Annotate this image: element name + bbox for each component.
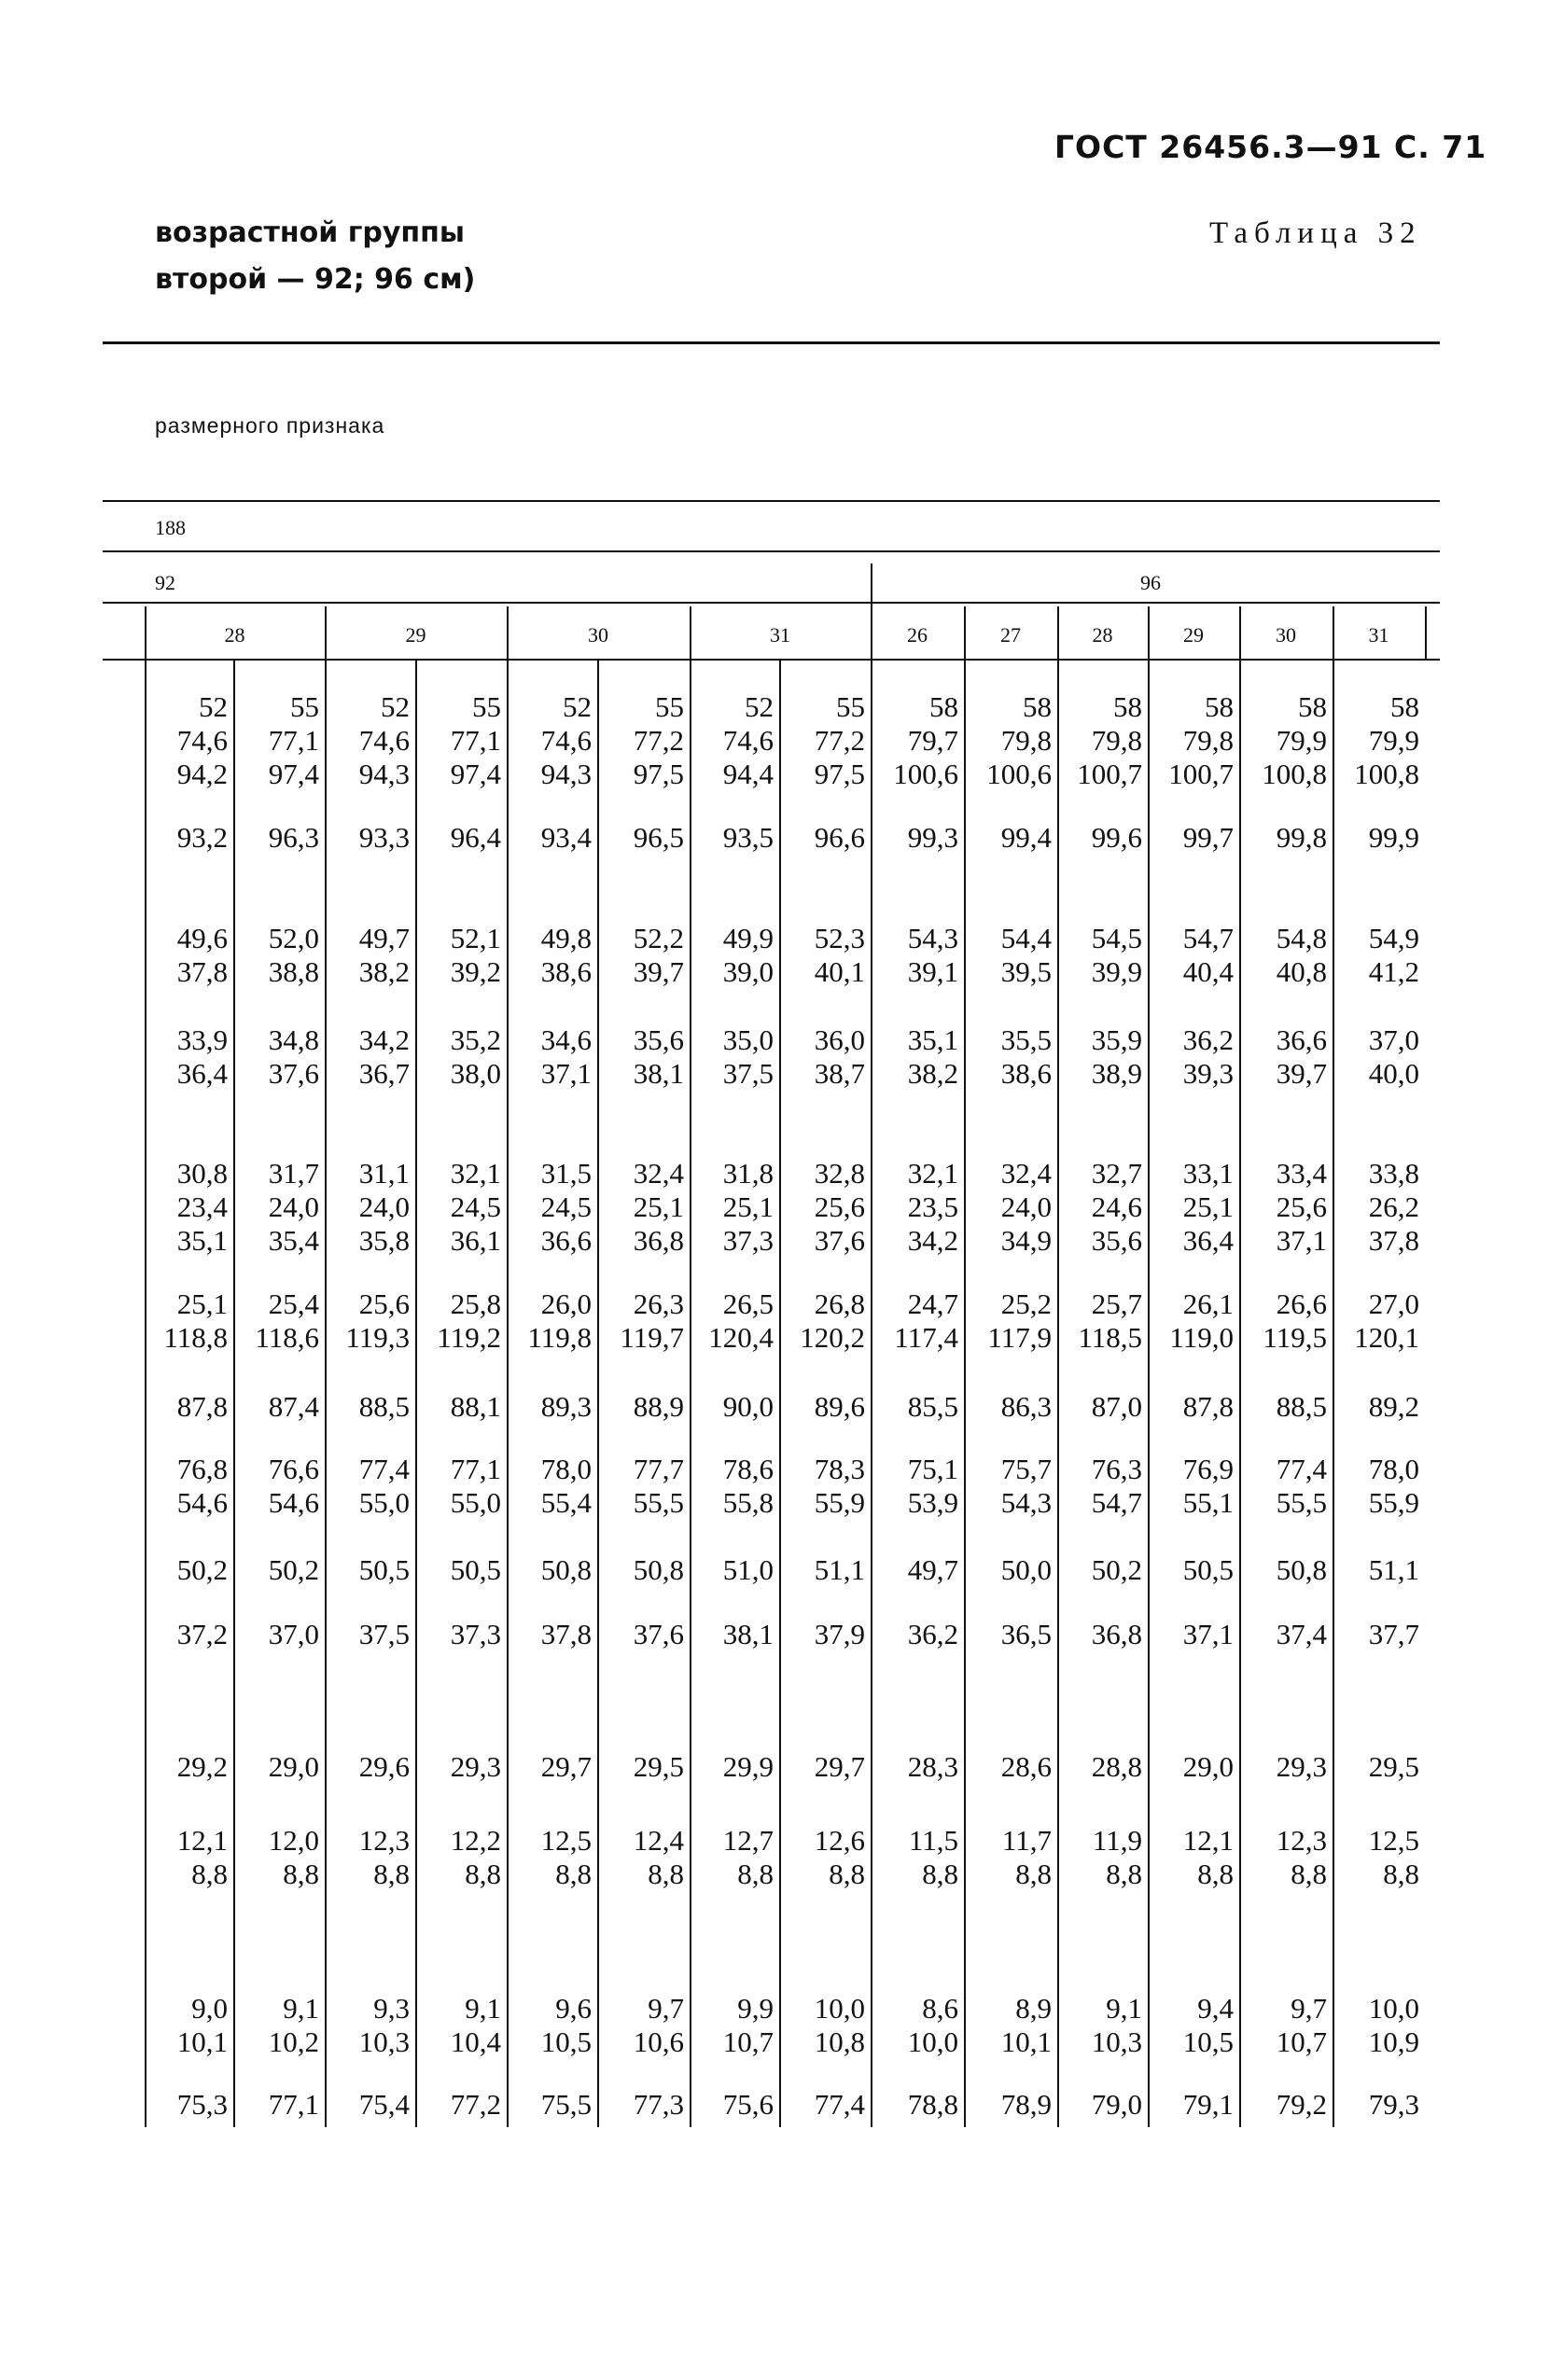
table-cell: 93,2: [176, 821, 228, 854]
table-cell: 49,7: [907, 1553, 958, 1586]
column-header: 27: [1000, 623, 1021, 647]
table-cell: 9,1 10,2: [268, 1992, 319, 2058]
table-cell: 87,8: [176, 1390, 228, 1423]
table-cell: 79,2: [1276, 2088, 1327, 2121]
table-cell: 50,5: [1182, 1553, 1234, 1586]
table-cell: 25,8 119,2: [437, 1287, 501, 1354]
table-cell: 37,6: [633, 1618, 684, 1650]
table-cell: 34,2 36,7: [358, 1023, 410, 1090]
table-cell: 29,7: [814, 1750, 865, 1783]
table-cell: 12,6 8,8: [814, 1824, 865, 1890]
table-cell: 75,4: [358, 2088, 410, 2121]
standard-header: ГОСТ 26456.3—91 С. 71: [1054, 129, 1487, 165]
table-cell: 37,2: [176, 1618, 228, 1650]
table-cell: 26,1 119,0: [1169, 1287, 1234, 1354]
table-cell: 51,0: [722, 1553, 774, 1586]
table-cell: 25,6 119,3: [345, 1287, 410, 1354]
table-cell: 78,0 55,9: [1368, 1453, 1419, 1519]
table-cell: 52,3 40,1: [814, 922, 865, 988]
table-cell: 58 79,9 100,8: [1262, 690, 1327, 790]
table-cell: 75,6: [722, 2088, 774, 2121]
table-cell: 28,8: [1091, 1750, 1142, 1783]
header-divider: [1239, 606, 1241, 659]
table-cell: 30,8 23,4 35,1: [176, 1157, 228, 1257]
table-cell: 35,6 38,1: [633, 1023, 684, 1090]
table-cell: 51,1: [814, 1553, 865, 1586]
table-cell: 88,5: [1276, 1390, 1327, 1423]
table-cell: 78,6 55,8: [722, 1453, 774, 1519]
table-cell: 35,0 37,5: [722, 1023, 774, 1090]
table-cell: 52,2 39,7: [633, 922, 684, 988]
table-cell: 32,4 24,0 34,9: [1000, 1157, 1052, 1257]
table-cell: 50,5: [450, 1553, 501, 1586]
table-cell: 52 74,6 94,4: [722, 690, 774, 790]
table-cell: 55 77,2 97,5: [814, 690, 865, 790]
table-cell: 26,6 119,5: [1263, 1287, 1327, 1354]
table-cell: 77,3: [633, 2088, 684, 2121]
table-cell: 77,4 55,0: [358, 1453, 410, 1519]
table-cell: 79,3: [1368, 2088, 1419, 2121]
table-cell: 33,4 25,6 37,1: [1276, 1157, 1327, 1257]
table-cell: 32,1 23,5 34,2: [907, 1157, 958, 1257]
table-cell: 36,8: [1091, 1618, 1142, 1650]
header-divider: [964, 606, 966, 659]
table-cell: 79,1: [1182, 2088, 1234, 2121]
table-cell: 89,3: [540, 1390, 592, 1423]
table-cell: 8,9 10,1: [1000, 1992, 1052, 2058]
table-cell: 12,7 8,8: [722, 1824, 774, 1890]
table-cell: 50,2: [268, 1553, 319, 1586]
table-cell: 87,0: [1091, 1390, 1142, 1423]
table-cell: 24,7 117,4: [894, 1287, 958, 1354]
table-cell: 36,2 39,3: [1182, 1023, 1234, 1090]
dimension-label: размерного признака: [155, 413, 385, 438]
table-cell: 76,9 55,1: [1182, 1453, 1234, 1519]
table-cell: 78,9: [1000, 2088, 1052, 2121]
table-cell: 29,0: [1182, 1750, 1234, 1783]
table-cell: 36,2: [907, 1618, 958, 1650]
column-header: 28: [1092, 623, 1113, 647]
table-cell: 34,8 37,6: [268, 1023, 319, 1090]
table-cell: 26,5 120,4: [708, 1287, 774, 1354]
table-cell: 27,0 120,1: [1354, 1287, 1419, 1354]
table-cell: 58 79,8 100,7: [1168, 690, 1234, 790]
table-cell: 54,4 39,5: [1000, 922, 1052, 988]
table-cell: 50,0: [1000, 1553, 1052, 1586]
table-cell: 12,1 8,8: [176, 1824, 228, 1890]
table-cell: 78,0 55,4: [540, 1453, 592, 1519]
table-rule: [103, 500, 1440, 502]
column-header: 31: [770, 623, 790, 647]
table-cell: 32,1 24,5 36,1: [450, 1157, 501, 1257]
table-cell: 9,6 10,5: [540, 1992, 592, 2058]
table-cell: 55 77,1 97,4: [268, 690, 319, 790]
table-cell: 49,8 38,6: [540, 922, 592, 988]
column-header: 30: [588, 623, 608, 647]
height-value: 188: [155, 516, 186, 539]
table-cell: 99,9: [1368, 821, 1419, 854]
table-cell: 99,8: [1276, 821, 1327, 854]
table-label: Таблица 32: [1209, 216, 1422, 250]
table-cell: 35,5 38,6: [1000, 1023, 1052, 1090]
table-cell: 29,9: [722, 1750, 774, 1783]
table-cell: 29,6: [358, 1750, 410, 1783]
header-divider: [1148, 606, 1150, 659]
table-cell: 76,3 54,7: [1091, 1453, 1142, 1519]
header-divider: [871, 606, 872, 659]
table-cell: 49,7 38,2: [358, 922, 410, 988]
table-cell: 8,6 10,0: [907, 1992, 958, 2058]
table-cell: 93,5: [722, 821, 774, 854]
table-cell: 9,3 10,3: [358, 1992, 410, 2058]
table-cell: 96,4: [450, 821, 501, 854]
table-cell: 31,8 25,1 37,3: [722, 1157, 774, 1257]
table-cell: 29,5: [1368, 1750, 1419, 1783]
table-cell: 25,2 117,9: [987, 1287, 1052, 1354]
table-cell: 9,7 10,6: [633, 1992, 684, 2058]
table-cell: 54,9 41,2: [1368, 922, 1419, 988]
table-cell: 25,1 118,8: [163, 1287, 228, 1354]
table-cell: 33,1 25,1 36,4: [1182, 1157, 1234, 1257]
table-cell: 50,8: [1276, 1553, 1327, 1586]
table-cell: 50,5: [358, 1553, 410, 1586]
table-cell: 58 79,9 100,8: [1354, 690, 1419, 790]
table-cell: 77,2: [450, 2088, 501, 2121]
table-cell: 77,7 55,5: [633, 1453, 684, 1519]
table-cell: 38,1: [722, 1618, 774, 1650]
table-cell: 58 79,8 100,6: [986, 690, 1052, 790]
table-cell: 89,2: [1368, 1390, 1419, 1423]
column-header: 29: [1183, 623, 1204, 647]
table-cell: 12,3 8,8: [1276, 1824, 1327, 1890]
table-cell: 35,9 38,9: [1091, 1023, 1142, 1090]
table-cell: 54,3 39,1: [907, 922, 958, 988]
table-cell: 54,7 40,4: [1182, 922, 1234, 988]
table-cell: 9,0 10,1: [176, 1992, 228, 2058]
table-cell: 36,0 38,7: [814, 1023, 865, 1090]
table-cell: 32,4 25,1 36,8: [633, 1157, 684, 1257]
table-cell: 99,3: [907, 821, 958, 854]
table-cell: 29,0: [268, 1750, 319, 1783]
table-cell: 96,3: [268, 821, 319, 854]
table-cell: 9,7 10,7: [1276, 1992, 1327, 2058]
table-cell: 26,3 119,7: [620, 1287, 684, 1354]
table-cell: 55 77,1 97,4: [450, 690, 501, 790]
table-cell: 31,7 24,0 35,4: [268, 1157, 319, 1257]
table-cell: 78,8: [907, 2088, 958, 2121]
table-cell: 37,1: [1182, 1618, 1234, 1650]
table-cell: 58 79,7 100,6: [893, 690, 958, 790]
table-cell: 52 74,6 94,3: [540, 690, 592, 790]
table-cell: 75,1 53,9: [907, 1453, 958, 1519]
table-cell: 52,1 39,2: [450, 922, 501, 988]
table-cell: 11,5 8,8: [908, 1824, 958, 1890]
table-cell: 99,4: [1000, 821, 1052, 854]
table-cell: 35,1 38,2: [907, 1023, 958, 1090]
table-cell: 29,2: [176, 1750, 228, 1783]
header-divider: [507, 606, 509, 659]
table-cell: 75,5: [540, 2088, 592, 2121]
table-cell: 12,5 8,8: [540, 1824, 592, 1890]
table-cell: 28,3: [907, 1750, 958, 1783]
table-cell: 52 74,6 94,2: [176, 690, 228, 790]
table-cell: 90,0: [722, 1390, 774, 1423]
table-cell: 9,4 10,5: [1182, 1992, 1234, 2058]
table-cell: 50,2: [1091, 1553, 1142, 1586]
table-cell: 77,1: [268, 2088, 319, 2121]
table-cell: 50,8: [540, 1553, 592, 1586]
table-cell: 99,7: [1182, 821, 1234, 854]
table-cell: 31,5 24,5 36,6: [540, 1157, 592, 1257]
table-cell: 93,4: [540, 821, 592, 854]
table-cell: 25,4 118,6: [255, 1287, 319, 1354]
column-header: 31: [1368, 623, 1389, 647]
table-cell: 35,2 38,0: [450, 1023, 501, 1090]
table-cell: 33,9 36,4: [176, 1023, 228, 1090]
table-cell: 37,0 40,0: [1368, 1023, 1419, 1090]
table-cell: 25,7 118,5: [1078, 1287, 1142, 1354]
table-cell: 37,3: [450, 1618, 501, 1650]
table-cell: 52,0 38,8: [268, 922, 319, 988]
chest-group-92: 92: [155, 571, 175, 594]
table-cell: 26,0 119,8: [527, 1287, 592, 1354]
table-cell: 29,3: [450, 1750, 501, 1783]
table-cell: 99,6: [1091, 821, 1142, 854]
table-cell: 96,5: [633, 821, 684, 854]
table-cell: 88,1: [450, 1390, 501, 1423]
table-cell: 87,8: [1182, 1390, 1234, 1423]
table-cell: 77,4: [814, 2088, 865, 2121]
table-rule: [103, 602, 1440, 604]
table-cell: 31,1 24,0 35,8: [358, 1157, 410, 1257]
header-divider: [325, 606, 327, 659]
table-cell: 10,0 10,9: [1368, 1992, 1419, 2058]
table-cell: 37,0: [268, 1618, 319, 1650]
table-cell: 96,6: [814, 821, 865, 854]
table-cell: 29,3: [1276, 1750, 1327, 1783]
table-cell: 55 77,2 97,5: [633, 690, 684, 790]
table-cell: 93,3: [358, 821, 410, 854]
subtitle-line-2: второй — 92; 96 см): [155, 263, 476, 296]
table-cell: 79,0: [1091, 2088, 1142, 2121]
table-cell: 89,6: [814, 1390, 865, 1423]
table-cell: 75,3: [176, 2088, 228, 2121]
table-cell: 49,6 37,8: [176, 922, 228, 988]
header-divider: [690, 606, 691, 659]
table-cell: 26,8 120,2: [800, 1287, 865, 1354]
table-cell: 29,7: [540, 1750, 592, 1783]
table-cell: 51,1: [1368, 1553, 1419, 1586]
table-cell: 9,1 10,4: [450, 1992, 501, 2058]
column-header: 28: [224, 623, 245, 647]
column-header: 30: [1276, 623, 1296, 647]
table-cell: 85,5: [907, 1390, 958, 1423]
column-header: 26: [907, 623, 928, 647]
chest-group-96: 96: [1140, 571, 1161, 594]
table-cell: 75,7 54,3: [1000, 1453, 1052, 1519]
table-cell: 77,4 55,5: [1276, 1453, 1327, 1519]
table-cell: 29,5: [633, 1750, 684, 1783]
table-cell: 37,8: [540, 1618, 592, 1650]
table-cell: 54,8 40,8: [1276, 922, 1327, 988]
table-cell: 11,9 8,8: [1092, 1824, 1142, 1890]
table-cell: 12,1 8,8: [1182, 1824, 1234, 1890]
table-cell: 50,8: [633, 1553, 684, 1586]
table-cell: 28,6: [1000, 1750, 1052, 1783]
table-cell: 77,1 55,0: [450, 1453, 501, 1519]
table-cell: 36,6 39,7: [1276, 1023, 1327, 1090]
table-cell: 54,5 39,9: [1091, 922, 1142, 988]
table-cell: 12,2 8,8: [450, 1824, 501, 1890]
header-divider: [1425, 606, 1427, 659]
table-cell: 49,9 39,0: [722, 922, 774, 988]
table-cell: 36,5: [1000, 1618, 1052, 1650]
table-cell: 32,8 25,6 37,6: [814, 1157, 865, 1257]
header-divider: [145, 606, 147, 659]
header-divider: [1057, 606, 1059, 659]
subtitle-line-1: возрастной группы: [155, 216, 466, 249]
table-cell: 9,9 10,7: [722, 1992, 774, 2058]
table-cell: 9,1 10,3: [1091, 1992, 1142, 2058]
table-cell: 12,5 8,8: [1368, 1824, 1419, 1890]
table-cell: 32,7 24,6 35,6: [1091, 1157, 1142, 1257]
table-cell: 34,6 37,1: [540, 1023, 592, 1090]
table-cell: 78,3 55,9: [814, 1453, 865, 1519]
table-cell: 76,6 54,6: [268, 1453, 319, 1519]
table-cell: 37,5: [358, 1618, 410, 1650]
table-cell: 50,2: [176, 1553, 228, 1586]
table-cell: 88,5: [358, 1390, 410, 1423]
table-cell: 88,9: [633, 1390, 684, 1423]
table-cell: 12,4 8,8: [633, 1824, 684, 1890]
table-cell: 52 74,6 94,3: [358, 690, 410, 790]
table-cell: 11,7 8,8: [1001, 1824, 1052, 1890]
table-cell: 12,3 8,8: [358, 1824, 410, 1890]
table-cell: 10,0 10,8: [814, 1992, 865, 2058]
table-cell: 37,7: [1368, 1618, 1419, 1650]
table-cell: 37,9: [814, 1618, 865, 1650]
table-cell: 33,8 26,2 37,8: [1368, 1157, 1419, 1257]
column-header: 29: [405, 623, 426, 647]
table-cell: 12,0 8,8: [268, 1824, 319, 1890]
header-rule: [103, 341, 1440, 344]
table-cell: 76,8 54,6: [176, 1453, 228, 1519]
table-cell: 37,4: [1276, 1618, 1327, 1650]
header-divider: [1333, 606, 1334, 659]
table-cell: 87,4: [268, 1390, 319, 1423]
table-cell: 86,3: [1000, 1390, 1052, 1423]
table-cell: 58 79,8 100,7: [1077, 690, 1142, 790]
table-rule: [103, 550, 1440, 552]
